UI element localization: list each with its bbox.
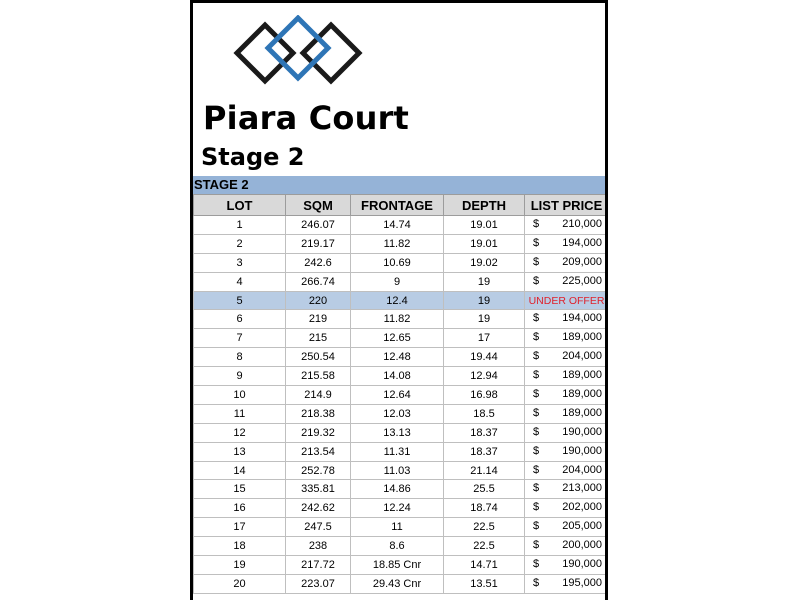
depth-cell: 19.44 [444, 348, 525, 367]
page-subtitle: Stage 2 [201, 143, 305, 171]
currency-symbol: $ [533, 463, 540, 476]
depth-cell: 16.98 [444, 386, 525, 405]
page-title: Piara Court [203, 99, 410, 137]
depth-cell: 21.14 [444, 461, 525, 480]
price-amount: 190,000 [562, 444, 602, 457]
lot-cell: 10 [194, 386, 286, 405]
frontage-cell: 12.03 [351, 404, 444, 423]
lot-cell: 11 [194, 404, 286, 423]
table-row [194, 574, 609, 593]
sqm-cell: 250.54 [286, 348, 351, 367]
price-amount: 213,000 [562, 482, 602, 495]
depth-cell: 19.01 [444, 234, 525, 253]
table-row [194, 272, 609, 291]
price-list-sheet [190, 0, 608, 600]
lot-cell: 6 [194, 310, 286, 329]
sqm-cell: 252.78 [286, 461, 351, 480]
lot-cell: 13 [194, 442, 286, 461]
lot-cell: 15 [194, 480, 286, 499]
depth-cell: 25.5 [444, 480, 525, 499]
sqm-cell: 246.07 [286, 216, 351, 235]
frontage-cell: 14.86 [351, 480, 444, 499]
table-row [194, 537, 609, 556]
currency-symbol: $ [533, 331, 540, 344]
table-body [194, 216, 609, 594]
lot-cell: 18 [194, 537, 286, 556]
price-amount: 189,000 [562, 369, 602, 382]
currency-symbol: $ [533, 369, 540, 382]
lot-cell: 1 [194, 216, 286, 235]
frontage-cell: 29.43 Cnr [351, 574, 444, 593]
depth-cell: 14.71 [444, 556, 525, 575]
depth-cell: 18.5 [444, 404, 525, 423]
frontage-cell: 9 [351, 272, 444, 291]
price-cell [525, 556, 609, 575]
price-cell [525, 442, 609, 461]
price-amount: 189,000 [562, 331, 602, 344]
frontage-cell: 12.65 [351, 329, 444, 348]
lot-cell: 5 [194, 291, 286, 310]
price-cell [525, 499, 609, 518]
price-amount: 190,000 [562, 558, 602, 571]
column-header-lot: LOT [194, 195, 286, 216]
price-cell [525, 272, 609, 291]
sqm-cell: 215.58 [286, 367, 351, 386]
price-amount: 202,000 [562, 501, 602, 514]
table-row [194, 216, 609, 235]
sqm-cell: 219 [286, 310, 351, 329]
column-header-sqm: SQM [286, 195, 351, 216]
currency-symbol: $ [533, 274, 540, 287]
lot-cell: 20 [194, 574, 286, 593]
lots-table [193, 194, 608, 594]
lot-cell: 8 [194, 348, 286, 367]
price-cell [525, 291, 609, 310]
sqm-cell: 242.6 [286, 253, 351, 272]
price-amount: 209,000 [562, 255, 602, 268]
currency-symbol: $ [533, 218, 540, 230]
sqm-cell: 220 [286, 291, 351, 310]
table-row [194, 234, 609, 253]
price-cell [525, 423, 609, 442]
currency-symbol: $ [533, 350, 540, 363]
currency-symbol: $ [533, 501, 540, 514]
frontage-cell: 8.6 [351, 537, 444, 556]
sqm-cell: 242.62 [286, 499, 351, 518]
lot-cell: 12 [194, 423, 286, 442]
price-amount: 194,000 [562, 236, 602, 249]
depth-cell: 19 [444, 291, 525, 310]
table-caption: STAGE 2 [193, 176, 608, 194]
depth-cell: 17 [444, 329, 525, 348]
column-header-list-price: LIST PRICE [525, 195, 609, 216]
price-cell [525, 404, 609, 423]
price-cell [525, 348, 609, 367]
frontage-cell: 12.24 [351, 499, 444, 518]
price-cell [525, 329, 609, 348]
frontage-cell: 11.82 [351, 310, 444, 329]
sqm-cell: 223.07 [286, 574, 351, 593]
sqm-cell: 335.81 [286, 480, 351, 499]
price-amount: 194,000 [562, 312, 602, 325]
frontage-cell: 14.08 [351, 367, 444, 386]
sqm-cell: 238 [286, 537, 351, 556]
sqm-cell: 218.38 [286, 404, 351, 423]
price-cell [525, 480, 609, 499]
currency-symbol: $ [533, 576, 540, 589]
table-row [194, 367, 609, 386]
table-header-row [194, 195, 609, 216]
sqm-cell: 266.74 [286, 272, 351, 291]
price-amount: 210,000 [562, 218, 602, 230]
depth-cell: 22.5 [444, 518, 525, 537]
currency-symbol: $ [533, 444, 540, 457]
table-row [194, 499, 609, 518]
lot-cell: 17 [194, 518, 286, 537]
price-cell [525, 386, 609, 405]
depth-cell: 19 [444, 310, 525, 329]
depth-cell: 19 [444, 272, 525, 291]
price-cell [525, 253, 609, 272]
depth-cell: 18.74 [444, 499, 525, 518]
lot-cell: 16 [194, 499, 286, 518]
lot-cell: 14 [194, 461, 286, 480]
price-amount: 204,000 [562, 350, 602, 363]
depth-cell: 18.37 [444, 423, 525, 442]
sqm-cell: 247.5 [286, 518, 351, 537]
diamond-logo-icon [227, 15, 367, 95]
price-amount: 225,000 [562, 274, 602, 287]
frontage-cell: 18.85 Cnr [351, 556, 444, 575]
column-header-depth: DEPTH [444, 195, 525, 216]
table-row [194, 404, 609, 423]
depth-cell: 13.51 [444, 574, 525, 593]
table-row [194, 310, 609, 329]
table-row [194, 518, 609, 537]
frontage-cell: 14.74 [351, 216, 444, 235]
price-amount: 195,000 [562, 576, 602, 589]
sqm-cell: 214.9 [286, 386, 351, 405]
currency-symbol: $ [533, 406, 540, 419]
lot-cell: 3 [194, 253, 286, 272]
frontage-cell: 10.69 [351, 253, 444, 272]
price-cell [525, 216, 609, 235]
depth-cell: 19.01 [444, 216, 525, 235]
lot-cell: 19 [194, 556, 286, 575]
sqm-cell: 215 [286, 329, 351, 348]
lot-cell: 4 [194, 272, 286, 291]
price-cell [525, 461, 609, 480]
table-row [194, 291, 609, 310]
price-amount: 190,000 [562, 425, 602, 438]
depth-cell: 19.02 [444, 253, 525, 272]
currency-symbol: $ [533, 482, 540, 495]
depth-cell: 12.94 [444, 367, 525, 386]
sqm-cell: 219.17 [286, 234, 351, 253]
price-amount: 204,000 [562, 463, 602, 476]
table-row [194, 442, 609, 461]
price-cell [525, 518, 609, 537]
price-cell [525, 537, 609, 556]
frontage-cell: 11 [351, 518, 444, 537]
table-row [194, 480, 609, 499]
price-amount: 205,000 [562, 520, 602, 533]
currency-symbol: $ [533, 539, 540, 552]
frontage-cell: 12.4 [351, 291, 444, 310]
price-amount: 189,000 [562, 388, 602, 401]
currency-symbol: $ [533, 520, 540, 533]
depth-cell: 22.5 [444, 537, 525, 556]
frontage-cell: 12.48 [351, 348, 444, 367]
currency-symbol: $ [533, 425, 540, 438]
price-cell [525, 234, 609, 253]
price-amount: 189,000 [562, 406, 602, 419]
lot-cell: 7 [194, 329, 286, 348]
lot-cell: 9 [194, 367, 286, 386]
table-row [194, 461, 609, 480]
sqm-cell: 217.72 [286, 556, 351, 575]
sqm-cell: 213.54 [286, 442, 351, 461]
price-cell [525, 310, 609, 329]
table-row [194, 329, 609, 348]
table-row [194, 253, 609, 272]
price-cell [525, 574, 609, 593]
frontage-cell: 13.13 [351, 423, 444, 442]
frontage-cell: 12.64 [351, 386, 444, 405]
frontage-cell: 11.03 [351, 461, 444, 480]
lot-cell: 2 [194, 234, 286, 253]
status-badge: UNDER OFFER [528, 294, 605, 307]
currency-symbol: $ [533, 558, 540, 571]
price-amount: 200,000 [562, 539, 602, 552]
currency-symbol: $ [533, 388, 540, 401]
table-row [194, 386, 609, 405]
table-row [194, 348, 609, 367]
price-cell [525, 367, 609, 386]
frontage-cell: 11.82 [351, 234, 444, 253]
frontage-cell: 11.31 [351, 442, 444, 461]
table-row [194, 556, 609, 575]
currency-symbol: $ [533, 255, 540, 268]
currency-symbol: $ [533, 312, 540, 325]
sqm-cell: 219.32 [286, 423, 351, 442]
table-row [194, 423, 609, 442]
currency-symbol: $ [533, 236, 540, 249]
depth-cell: 18.37 [444, 442, 525, 461]
column-header-frontage: FRONTAGE [351, 195, 444, 216]
